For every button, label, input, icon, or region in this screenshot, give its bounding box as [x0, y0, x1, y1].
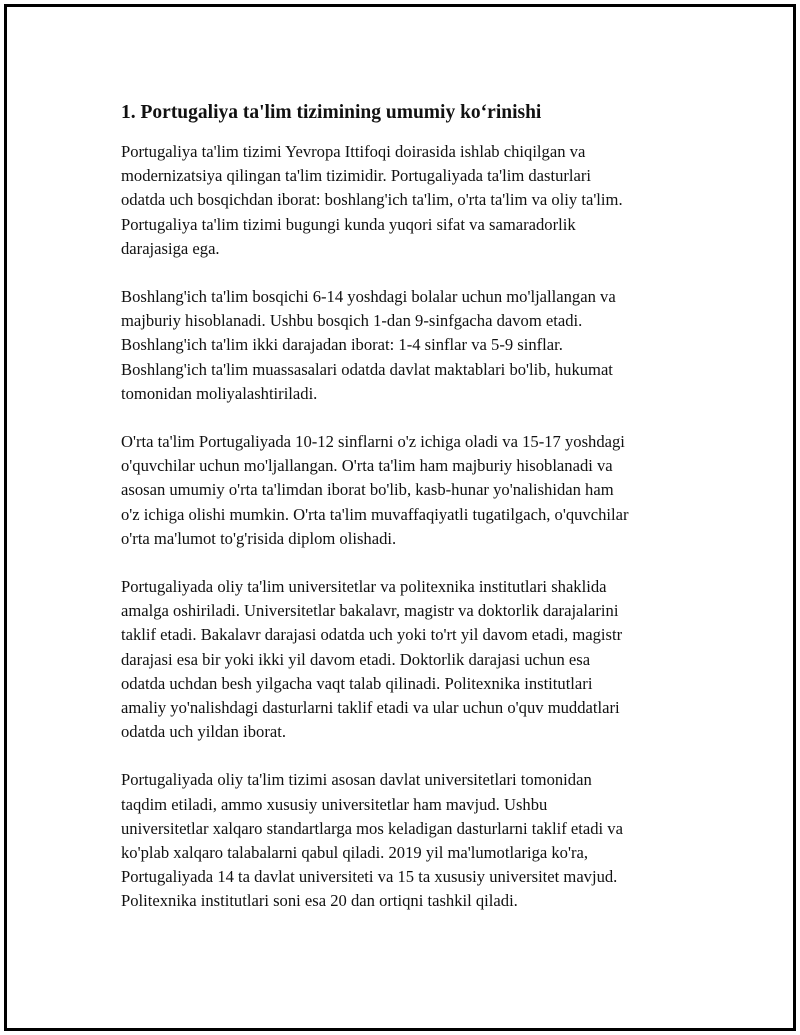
text-line: amalga oshiriladi. Universitetlar bakalavr, magistr va doktorlik darajalarini — [121, 601, 619, 621]
text-line: taklif etadi. Bakalavr darajasi odatda uch yoki to'rt yil davom etadi, magistr — [121, 625, 623, 645]
text-line: Portugaliyada 14 ta davlat universiteti va 15 ta xususiy universitet mavjud. — [121, 867, 618, 887]
text-line: Politexnika institutlari soni esa 20 dan ortiqni tashkil qiladi. — [121, 891, 518, 911]
paragraph-higher-education — [121, 575, 699, 744]
text-line: odatda uch bosqichdan iborat: boshlang'ich ta'lim, o'rta ta'lim va oliy ta'lim. — [121, 190, 623, 210]
paragraph-overview — [121, 140, 699, 261]
text-line: taqdim etiladi, ammo xususiy universitetlar ham mavjud. Ushbu — [121, 794, 548, 814]
text-line: Boshlang'ich ta'lim ikki darajadan iborat: 1-4 sinflar va 5-9 sinflar. — [121, 335, 563, 355]
document-body — [121, 100, 699, 938]
text-line: Portugaliya ta'lim tizimi Yevropa Ittifoqi doirasida ishlab chiqilgan va — [121, 142, 586, 161]
text-line: tomonidan moliyalashtiriladi. — [121, 383, 318, 403]
text-line: O'rta ta'lim Portugaliyada 10-12 sinflarni o'z ichiga oladi va 15-17 yoshdagi — [121, 432, 625, 452]
text-line: ko'plab xalqaro talabalarni qabul qiladi. 2019 yil ma'lumotlariga ko'ra, — [121, 843, 589, 863]
text-line: darajasi esa bir yoki ikki yil davom etadi. Doktorlik darajasi uchun esa — [121, 649, 591, 669]
section-heading: 1. Portugaliya ta'lim tizimining umumiy ko‘rinishi — [121, 102, 542, 123]
text-line: odatda uchdan besh yilgacha vaqt talab qilinadi. Politexnika institutlari — [121, 673, 593, 693]
text-line: o'rta ma'lumot to'g'risida diplom olishadi. — [121, 528, 397, 548]
paragraph-primary-education — [121, 285, 699, 406]
text-line: darajasiga ega. — [121, 238, 220, 258]
text-line: o'quvchilar uchun mo'ljallangan. O'rta ta'lim ham majburiy hisoblanadi va — [121, 456, 613, 476]
text-line: universitetlar xalqaro standartlarga mos keladigan dasturlarni taklif etadi va — [121, 818, 623, 838]
text-line: Portugaliyada oliy ta'lim universitetlar va politexnika institutlari shaklida — [121, 577, 607, 597]
text-line: Portugaliyada oliy ta'lim tizimi asosan davlat universitetlari tomonidan — [121, 770, 592, 790]
paragraph-secondary-education — [121, 430, 699, 551]
text-line: asosan umumiy o'rta ta'limdan iborat bo'lib, kasb-hunar yo'nalishidan ham — [121, 480, 614, 500]
text-line: majburiy hisoblanadi. Ushbu bosqich 1-dan 9-sinfgacha davom etadi. — [121, 311, 583, 331]
text-line: Boshlang'ich ta'lim bosqichi 6-14 yoshdagi bolalar uchun mo'ljallangan va — [121, 287, 616, 307]
text-line: Boshlang'ich ta'lim muassasalari odatda davlat maktablari bo'lib, hukumat — [121, 359, 613, 379]
page-frame — [4, 4, 796, 1031]
text-line: Portugaliya ta'lim tizimi bugungi kunda yuqori sifat va samaradorlik — [121, 214, 576, 234]
text-line: o'z ichiga olishi mumkin. O'rta ta'lim muvaffaqiyatli tugatilgach, o'quvchilar — [121, 504, 629, 524]
text-line: modernizatsiya qilingan ta'lim tizimidir. Portugaliyada ta'lim dasturlari — [121, 166, 592, 186]
text-line: amaliy yo'nalishdagi dasturlarni taklif etadi va ular uchun o'quv muddatlari — [121, 698, 620, 718]
paragraph-universities — [121, 768, 699, 913]
text-line: odatda uch yildan iborat. — [121, 722, 286, 742]
